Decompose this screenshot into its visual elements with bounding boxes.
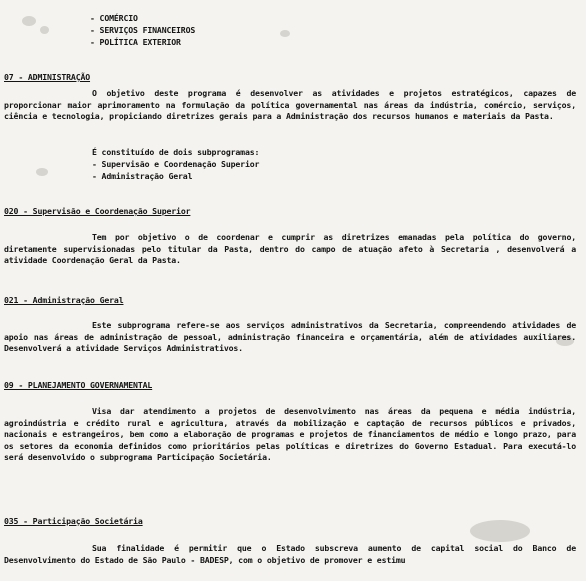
subprogram-item: - Supervisão e Coordenação Superior bbox=[92, 159, 260, 169]
section-paragraph: Visa dar atendimento a projetos de desenvolvimento nas áreas da pequena e média indústria, agroindústria e crédito rural e agricultura, através da mobilização e captação de recursos públicos e privados, nacionais e estrangeiros, bem como a elaboração de programas e projetos de financiamentos de médio e longo prazo, para os setores da economia definidos como prioritários pelas políticas e diretrizes do Governo Estadual. Para executá-lo será desenvolvido o subprograma Participação Societária. bbox=[4, 406, 576, 463]
scan-speckle bbox=[36, 168, 48, 176]
subprogram-intro: É constituído de dois subprogramas: bbox=[92, 147, 260, 157]
list-item: - COMÉRCIO bbox=[90, 13, 138, 23]
section-heading: 09 - PLANEJAMENTO GOVERNAMENTAL bbox=[4, 380, 153, 390]
list-item: - POLÍTICA EXTERIOR bbox=[90, 37, 181, 47]
list-item: - SERVIÇOS FINANCEIROS bbox=[90, 25, 196, 35]
section-heading: 035 - Participação Societária bbox=[4, 516, 143, 526]
section-paragraph: Este subprograma refere-se aos serviços administrativos da Secretaria, compreendendo atividades de apoio nas áreas de administração de pessoal, administração financeira e orçamentária, além de atividades auxiliares. Desenvolverá a atividade Serviços Administrativos. bbox=[4, 320, 576, 354]
section-heading: 021 - Administração Geral bbox=[4, 295, 124, 305]
scan-speckle bbox=[40, 26, 49, 34]
section-heading: 07 - ADMINISTRAÇÃO bbox=[4, 72, 91, 82]
section-paragraph: O objetivo deste programa é desenvolver as atividades e projetos estratégicos, capazes de proporcionar maior aprimoramento na formulação da política governamental nas áreas da indústria, comércio, serviços, ciência e tecnologia, propiciando diretrizes gerais para a Administração dos recursos humanos e materiais da Pasta. bbox=[4, 88, 576, 122]
scan-speckle bbox=[22, 16, 36, 26]
scan-speckle bbox=[470, 520, 530, 542]
subprogram-item: - Administração Geral bbox=[92, 171, 193, 181]
section-paragraph: Tem por objetivo o de coordenar e cumprir as diretrizes emanadas pela política do governo, diretamente supervisionadas pelo titular da Pasta, dentro do campo de atuação afeto à Secretaria , desenvolverá a atividade Coordenação Geral da Pasta. bbox=[4, 232, 576, 266]
scan-speckle bbox=[280, 30, 290, 37]
section-heading: 020 - Supervisão e Coordenação Superior bbox=[4, 206, 191, 216]
section-paragraph: Sua finalidade é permitir que o Estado subscreva aumento de capital social do Banco de Desenvolvimento do Estado de São Paulo - BADESP, com o objetivo de promover e estimu bbox=[4, 543, 576, 565]
